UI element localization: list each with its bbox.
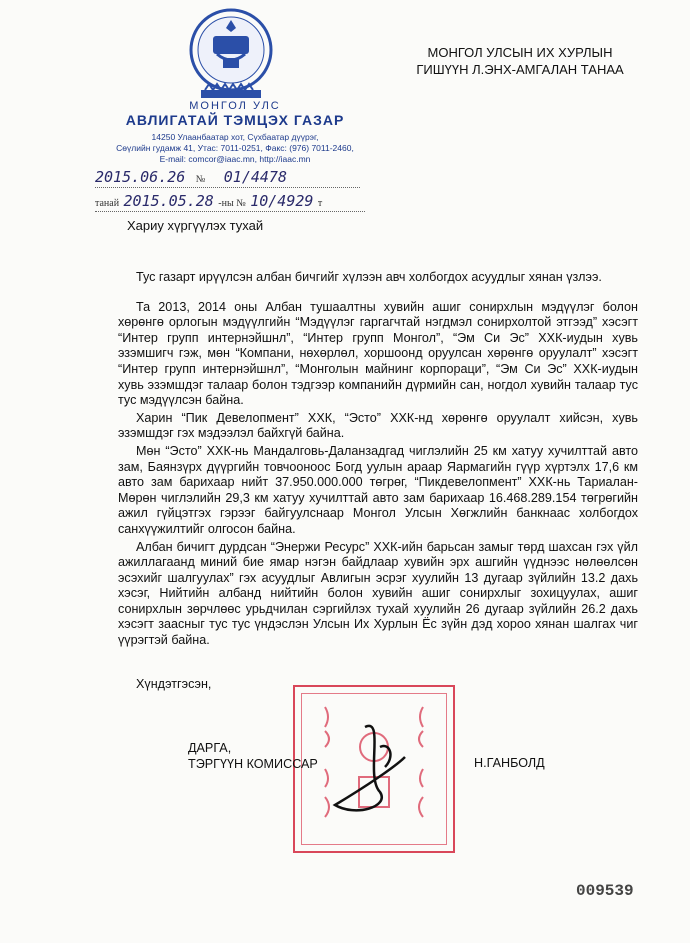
ref-no-label: № [195,174,206,185]
serial-number: 009539 [576,882,634,900]
closing-respect: Хүндэтгэсэн, [136,677,212,691]
org-country: МОНГОЛ УЛС [189,100,281,112]
letter-body [118,270,638,651]
signatory-title [188,740,318,772]
address-line: E-mail: comcor@iaac.mn, http://iaac.mn [159,154,311,164]
body-paragraph: Та 2013, 2014 оны Албан тушаалтны хувийн ашиг сонирхлын мэдүүлэг болон хөрөнгө орлогын мэдүүлгийн “Мэдүүлэг гаргагчтай нэгдмэл сонирхолтой этгээд” хэсэгт “Интер групп интернэйшнл”, “Интер групп Монгол”, “Эм Си Эс” ХХК-иудын хувь эзэмшигч гэж, мөн “Компани, нөхөрлөл, хоршоонд оруулсан хөрөнгө оруулалт” хэсэгт “Интер групп интернэйшнл”, “Монголын майнинг корпораци”, “Эм Си Эс” ХХК-иудын хувь эзэмшдэг талаар болон тэдгээр компанийн дүрмийн сан, ногдол хувийн талаар тус тус мэдүүлсэн байна. [118,299,638,408]
ref-date-line [95,168,360,188]
org-name: АВЛИГАТАЙ ТЭМЦЭХ ГАЗАР [125,112,345,128]
subject: Хариу хүргүүлэх тухай [127,218,264,233]
ref-reply-date: 2015.05.28 [123,192,214,210]
ref-reply-suffix: т [317,198,323,209]
address-line: Сөүлийн гудамж 41, Утас: 7011-0251, Факс: (976) 7011-2460, [116,143,354,153]
ref-number: 01/4478 [223,168,287,186]
org-address [95,132,375,165]
state-emblem-icon [183,6,279,102]
signatory-name: Н.ГАНБОЛД [474,756,545,770]
recipient-line: ГИШҮҮН Л.ЭНХ-АМГАЛАН ТАНАА [416,62,624,77]
address-line: 14250 Улаанбаатар хот, Сүхбаатар дүүрэг, [151,132,319,142]
body-paragraph: Мөн “Эсто” ХХК-нь Мандалговь-Даланзадгад чиглэлийн 25 км хатуу хучилттай авто зам, Баянзүрх дүүргийн товчооноос Богд уулын араар Яармагийн гүүр хүртэлх 17,6 км авто зам барихаар нийт 37.950.000.000 төгрөг, “Пикдевелопмент” ХХК-нь Тариалан-Мөрөн чиглэлийн 29,3 км хатуу хучилттай авто зам барихаар 16.468.289.154 төгрөгийн ажил гүйцэтгэх гэрээг байгуулснаар Монгол Улсын Хөгжлийн банкнаас холбогдох санхүүжилтийг олгосон байна. [118,443,638,536]
recipient-block [395,44,645,78]
signatory-title-line: ДАРГА, [188,741,232,755]
recipient-line: МОНГОЛ УЛСЫН ИХ ХУРЛЫН [427,45,613,60]
body-paragraph: Албан бичигт дурдсан “Энержи Ресурс” ХХК-ийн барьсан замыг төрд шахсан гэх үйл ажиллагаанд миний бие ямар нэгэн байдлаар хувийн эрх ашгийн үүднээс нөлөөлсөн эсэхийг шалгуулах” гэх асуудлыг Авлигын эсрэг хуулийн 13 дугаар зүйлийн 13.2 дахь хэсэг, Нийтийн албанд нийтийн болон хувийн ашиг сонирхлыг зохицуулах, ашиг сонирхлын зөрчлөөс урьдчилан сэргийлэх тухай хуулийн 26 дугаар зүйлийн 26.2 дахь хэсэгт заасныг тус тус үндэслэн Улсын Их Хурлын Ёс зүйн дэд хороо хянан шалгах чиг үүрэгтэй байна. [118,539,638,648]
ref-reply-prefix: танай [95,198,120,209]
ref-reply-number: 10/4929 [250,192,314,210]
ref-reply-line [95,192,365,212]
ref-reply-mid: -ны № [218,198,246,209]
body-paragraph: Тус газарт ирүүлсэн албан бичгийг хүлээн авч холбогдох асуудлыг хянан үзлээ. [136,270,602,284]
ref-date: 2015.06.26 [95,168,186,186]
signatory-title-line: ТЭРГҮҮН КОМИССАР [188,757,318,771]
body-paragraph: Харин “Пик Девелопмент” ХХК, “Эсто” ХХК-нд хөрөнгө оруулалт хийсэн, хувь эзэмшдэг гэх мэдээлэл байхгүй байна. [118,410,638,441]
